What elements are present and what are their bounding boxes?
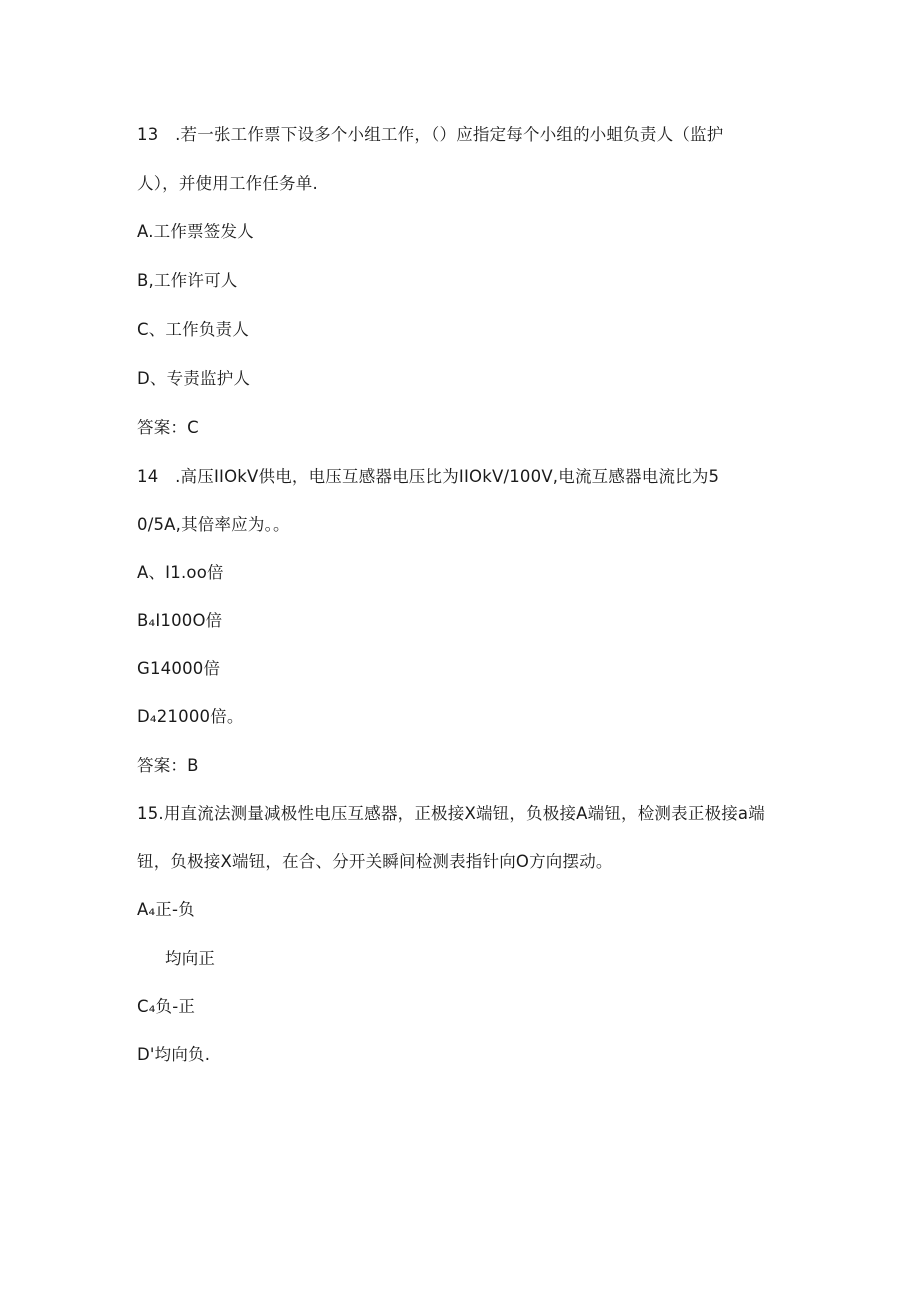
question-13-option-b: B,工作许可人 — [137, 271, 238, 290]
question-14-option-c: G14000倍 — [137, 659, 221, 678]
question-13-line-2: 人），并使用工作任务单. — [137, 174, 318, 193]
question-13-option-d: D、专责监护人 — [137, 369, 251, 388]
question-14-answer: 答案：B — [137, 756, 199, 775]
question-14-option-b: B₄I100O倍 — [137, 611, 223, 630]
question-14-option-d: D₄21000倍。 — [137, 707, 244, 726]
question-15-line-1: 15.用直流法测量减极性电压互感器，正极接X端钮，负极接A端钮，检测表正极接a端 — [137, 804, 765, 823]
question-13-line-1: 13 .若一张工作票下设多个小组工作，（）应指定每个小组的小蛆负责人（监护 — [137, 125, 724, 144]
question-15-option-b: 均向正 — [165, 949, 216, 968]
question-15-option-d: D'均向负. — [137, 1045, 211, 1064]
question-13-answer: 答案：C — [137, 418, 199, 437]
question-15-option-c: C₄负-正 — [137, 997, 196, 1016]
question-14-line-1: 14 .高压IIOkV供电，电压互感器电压比为IIOkV/100V,电流互感器电流比为5 — [137, 467, 720, 486]
question-13-option-a: A.工作票签发人 — [137, 222, 254, 241]
question-14-option-a: A、I1.oo倍 — [137, 563, 224, 582]
question-14-line-2: 0/5A,其倍率应为。。 — [137, 515, 290, 534]
question-15-option-a: A₄正-负 — [137, 900, 195, 919]
question-13-option-c: C、工作负责人 — [137, 320, 249, 339]
question-15-line-2: 钮，负极接X端钮，在合、分开关瞬间检测表指针向O方向摆动。 — [137, 852, 613, 871]
